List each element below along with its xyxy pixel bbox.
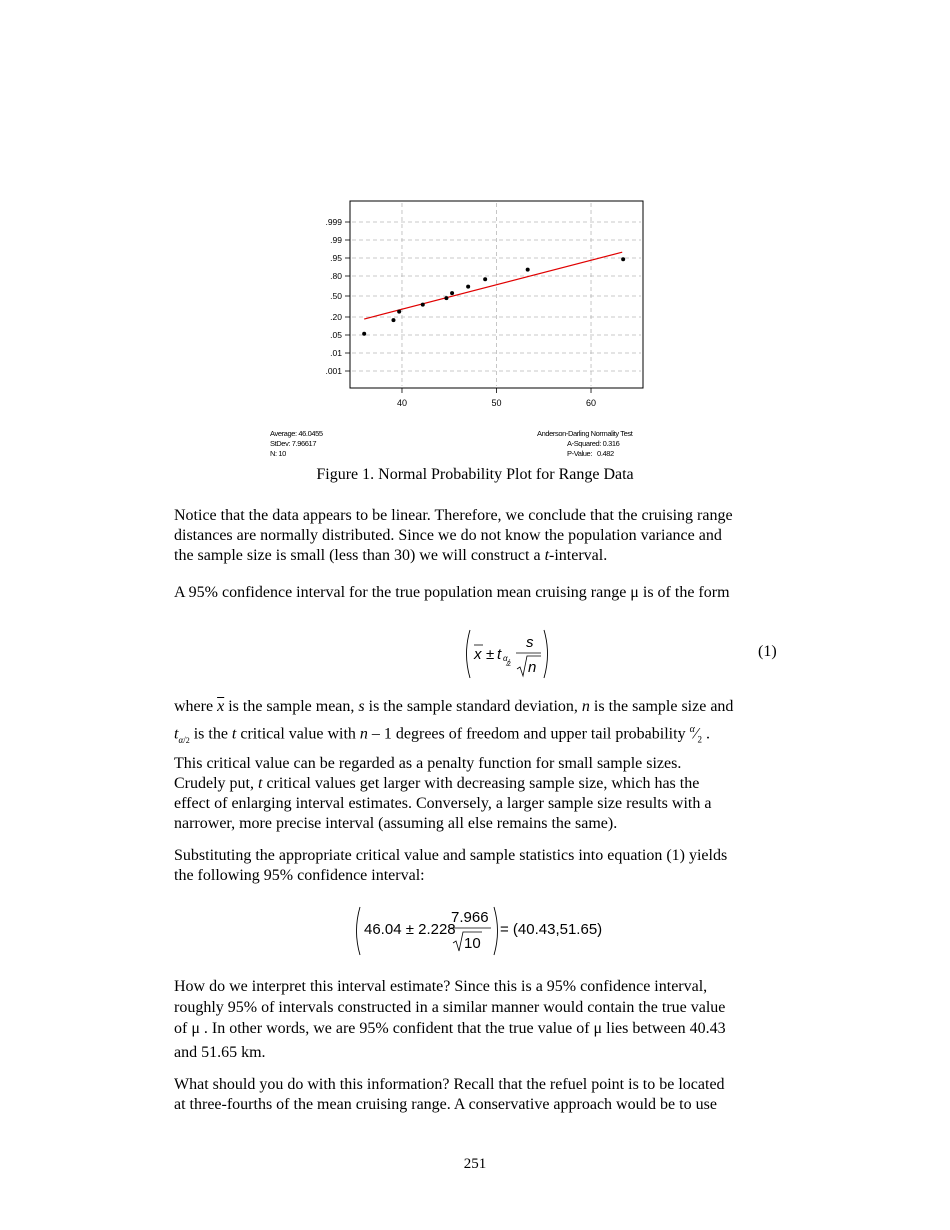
stat-n: N: 10	[270, 449, 286, 458]
p2-line: A 95% confidence interval for the true population mean cruising range μ is of the form	[174, 584, 730, 601]
svg-text:= (40.43,51.65): = (40.43,51.65)	[500, 921, 603, 938]
fit-line	[364, 252, 622, 319]
p5-line-3: of μ . In other words, we are 95% confident that the true value of μ lies between 40.43	[174, 1020, 726, 1037]
svg-text:α: α	[503, 654, 508, 663]
paragraph-where	[174, 697, 794, 834]
paragraph-substituting	[174, 846, 794, 886]
p1-line-3: the sample size is small (less than 30) we will construct a t-interval.	[174, 547, 608, 564]
y-tick-label: .05	[330, 330, 342, 340]
svg-text:±: ±	[486, 646, 495, 663]
p3-line-3: This critical value can be regarded as a penalty function for small sample sizes.	[174, 754, 682, 772]
y-tick-label: .20	[330, 312, 342, 322]
y-tick-label: .50	[330, 291, 342, 301]
svg-text:46.04 ± 2.228: 46.04 ± 2.228	[364, 921, 456, 938]
normal-probability-plot	[0, 0, 950, 470]
stat-stdev: StDev: 7.96617	[270, 439, 317, 448]
x-tick-label: 50	[491, 398, 502, 408]
data-point	[526, 268, 530, 272]
equation-2-graphic	[352, 903, 612, 959]
equation-2	[352, 903, 612, 959]
x-tick-label: 60	[586, 398, 597, 408]
p4-line-1: Substituting the appropriate critical value and sample statistics into equation (1) yields	[174, 847, 728, 864]
y-tick-label: .01	[330, 348, 342, 358]
svg-text:t: t	[497, 646, 502, 663]
p6-line-2: at three-fourths of the mean cruising range. A conservative approach would be to use	[174, 1096, 717, 1113]
data-point	[421, 303, 425, 307]
y-tick-label: .99	[330, 235, 342, 245]
p5-line-4: and 51.65 km.	[174, 1044, 266, 1061]
figure-caption: Figure 1. Normal Probability Plot for Range Data	[316, 466, 634, 483]
ad-test-title: Anderson-Darling Normality Test	[537, 429, 633, 438]
plot-grid	[352, 203, 641, 386]
data-point	[450, 291, 454, 295]
svg-text:n: n	[528, 659, 537, 676]
page-number: 251	[463, 1156, 487, 1172]
data-point	[621, 257, 625, 261]
y-tick-label: .80	[330, 271, 342, 281]
p3-line-4: Crudely put, t critical values get larger with decreasing sample size, which has the	[174, 774, 700, 792]
x-tick-label: 40	[396, 398, 407, 408]
data-point	[483, 277, 487, 281]
p5-line-1: How do we interpret this interval estimate? Since this is a 95% confidence interval,	[174, 978, 708, 995]
equation-1-label: (1)	[758, 643, 777, 660]
svg-text:7.966: 7.966	[451, 909, 489, 926]
data-point	[362, 332, 366, 336]
svg-text:s: s	[526, 634, 534, 651]
stats-right	[537, 429, 647, 459]
p3-line-1: where $\overline{x}$ is the sample mean, s is the sample standard deviation, n is the sample size and	[174, 698, 734, 715]
svg-text:10: 10	[464, 935, 481, 952]
svg-text:x: x	[474, 646, 482, 663]
data-point	[391, 318, 395, 322]
ad-a-squared: A-Squared: 0.316	[567, 439, 620, 448]
y-tick-label: .001	[325, 366, 342, 376]
stats-left	[270, 429, 323, 459]
p1-line-1: Notice that the data appears to be linear. Therefore, we conclude that the cruising range	[174, 507, 733, 524]
p3-line-2: $t_{\alpha/2}$ is the t critical value with n – 1 degrees of freedom and upper tail probability $^\alpha⁄_2$ .	[174, 724, 710, 745]
paragraph-interpret	[174, 976, 794, 1063]
stat-average: Average: 46.0455	[270, 429, 323, 438]
p3-line-5: effect of enlarging interval estimates. Conversely, a larger sample size results with a	[174, 794, 712, 812]
x-axis-ticks	[397, 388, 596, 408]
data-point	[466, 285, 470, 289]
y-tick-label: .95	[330, 253, 342, 263]
y-tick-label: .999	[325, 217, 342, 227]
p1-line-2: distances are normally distributed. Since we do not know the population variance and	[174, 527, 722, 544]
svg-text:2: 2	[507, 661, 511, 668]
p3-line-6: narrower, more precise interval (assuming all else remains the same).	[174, 814, 618, 832]
p5-line-2: roughly 95% of intervals constructed in a similar manner would contain the true value	[174, 999, 726, 1016]
y-axis-ticks	[325, 217, 350, 376]
ad-p-value: P-Value: 0.482	[567, 449, 614, 458]
equation-1-graphic	[462, 626, 552, 682]
data-point	[397, 310, 401, 314]
paragraph-ci-form	[174, 583, 794, 603]
p6-line-1: What should you do with this information? Recall that the refuel point is to be located	[174, 1076, 725, 1093]
paragraph-refuel	[174, 1075, 794, 1115]
equation-1	[462, 626, 552, 682]
paragraph-normality	[174, 506, 794, 566]
p4-line-2: the following 95% confidence interval:	[174, 867, 425, 884]
data-point	[444, 296, 448, 300]
